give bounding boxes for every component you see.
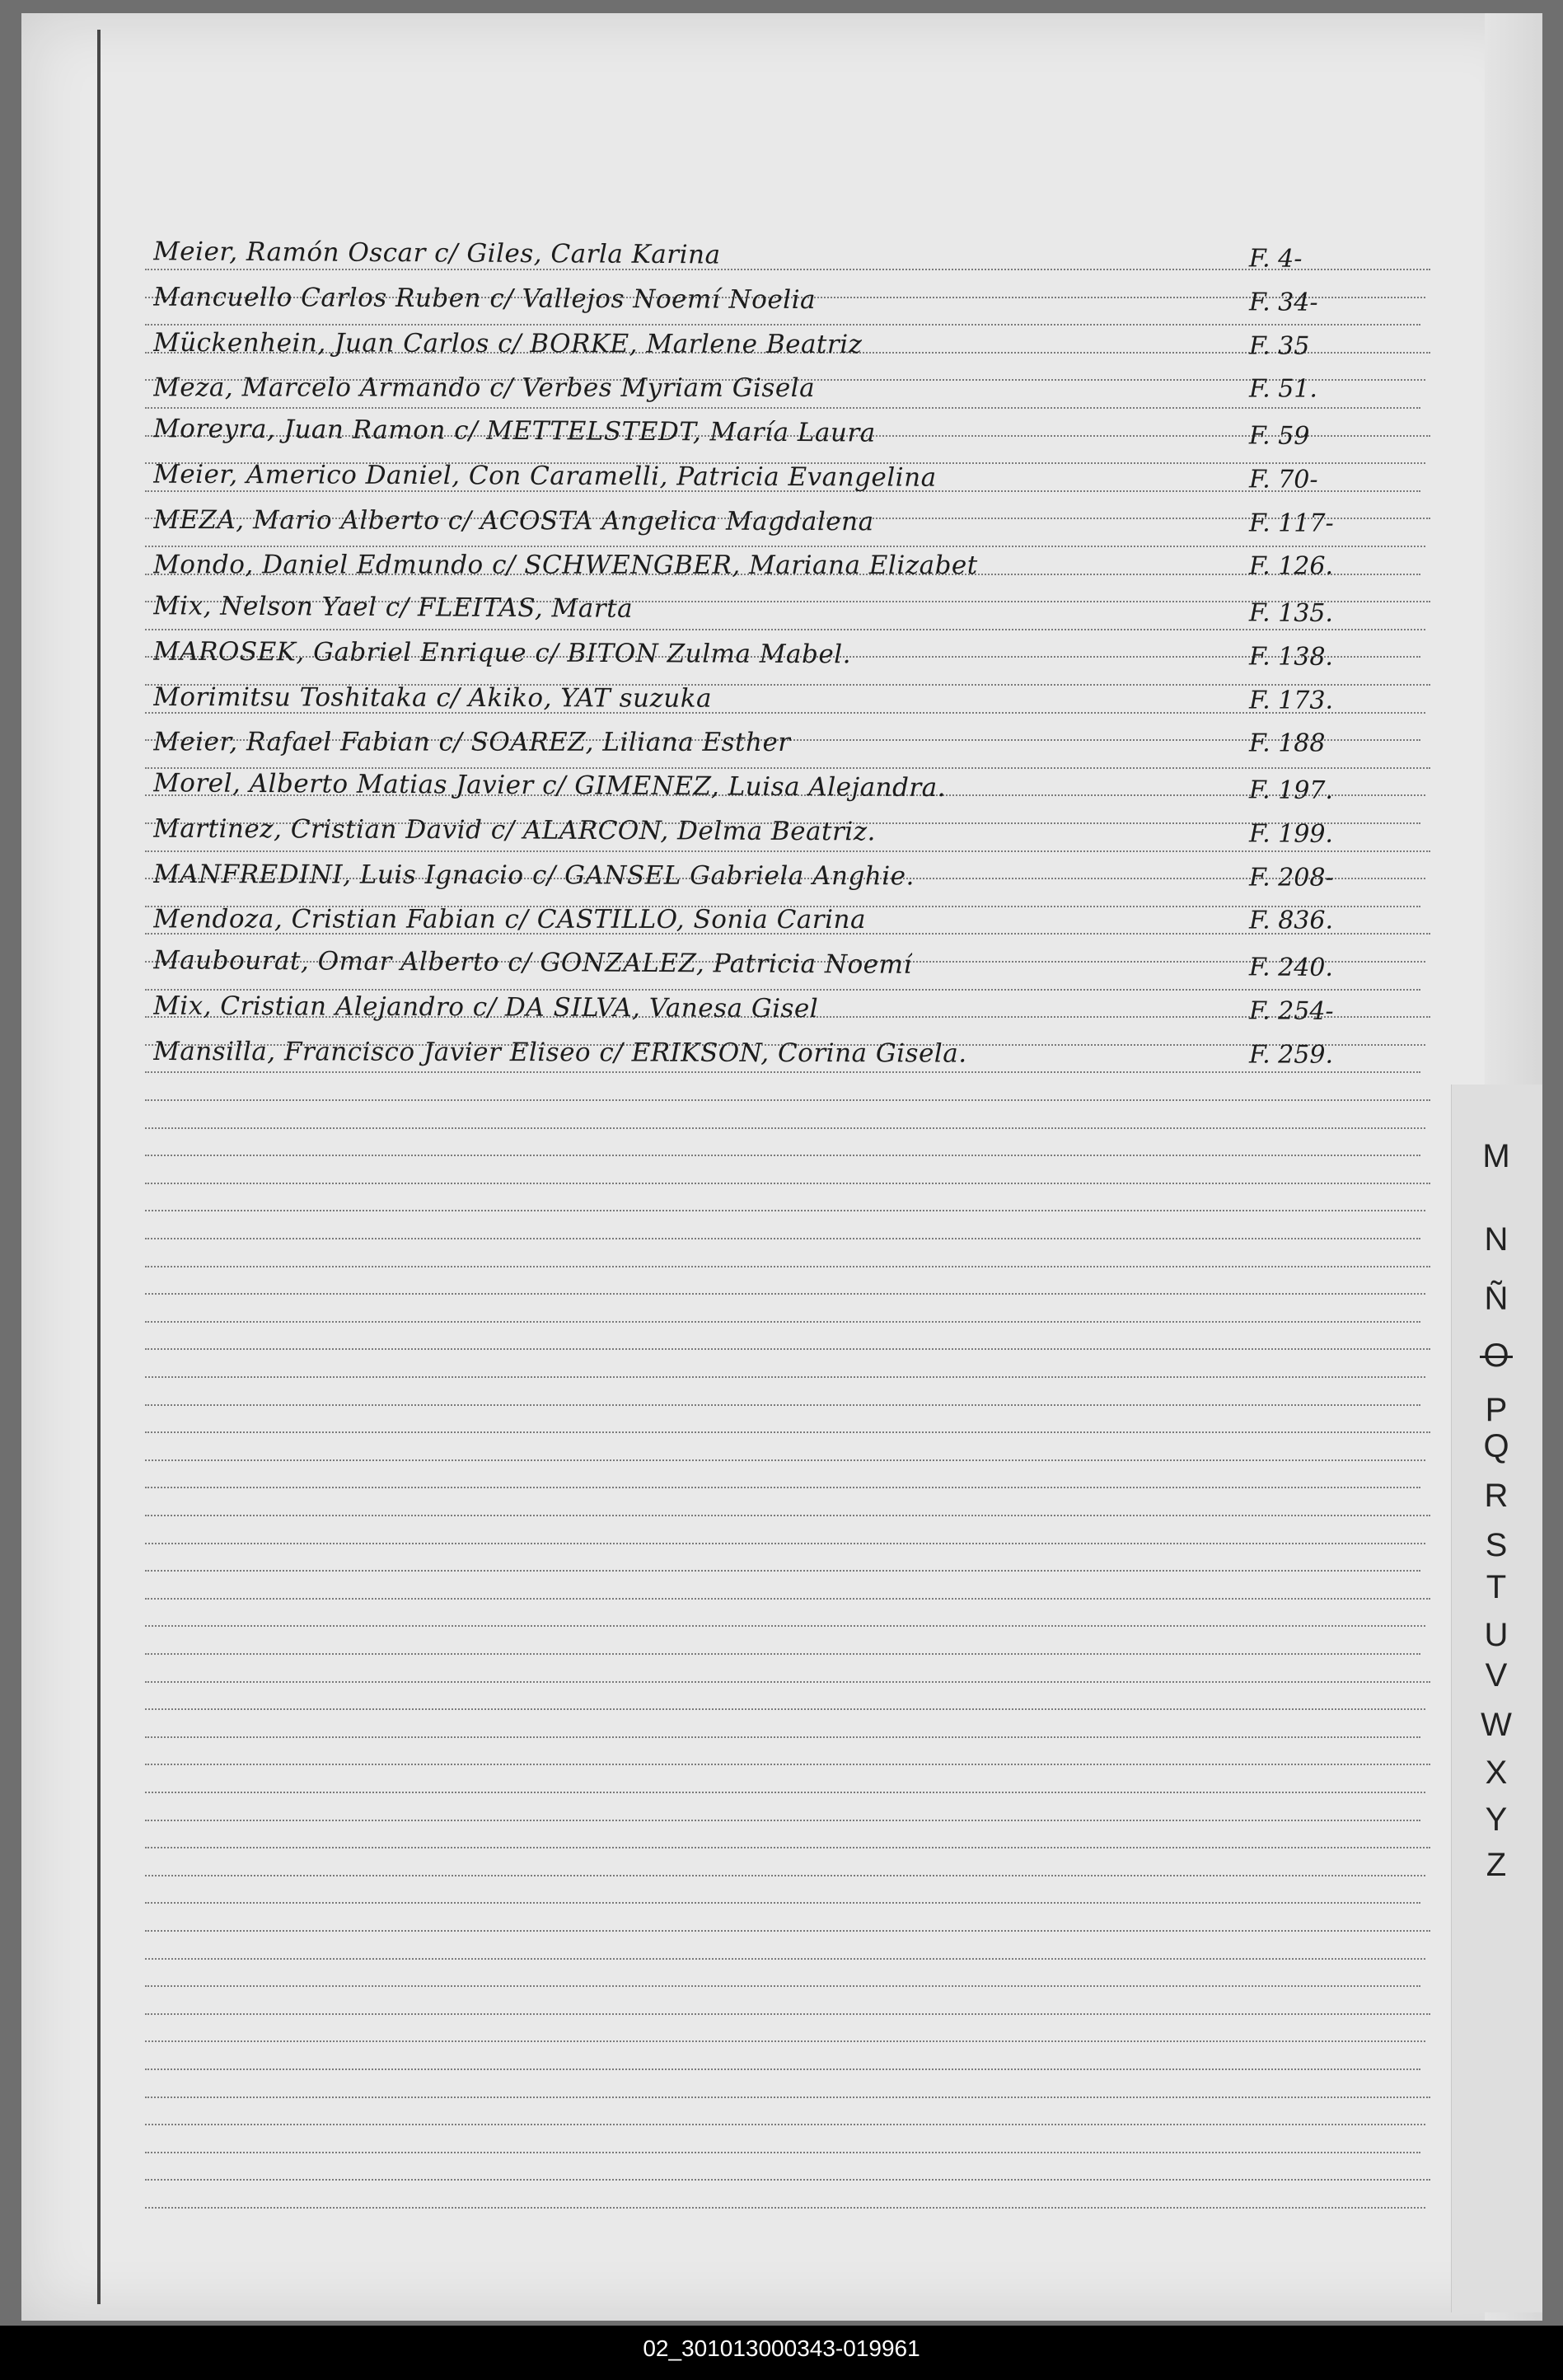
entry-name: Meier, Americo Daniel, Con Caramelli, Patricia Evangelina (152, 459, 937, 493)
ruled-line (145, 1210, 1425, 1211)
ruled-line (145, 1875, 1425, 1876)
ruled-line (145, 1487, 1420, 1488)
entry-name: Morel, Alberto Matias Javier c/ GIMENEZ, Luisa Alejandra. (152, 768, 947, 803)
list-item (153, 631, 1439, 673)
entry-folio: F. 173. (1248, 686, 1334, 715)
index-tab-s[interactable]: S (1485, 1526, 1508, 1563)
entry-folio: F. 117- (1248, 508, 1334, 538)
ruled-line (145, 1598, 1430, 1600)
ruled-line (145, 1792, 1425, 1793)
ruled-line (145, 1348, 1430, 1350)
entry-folio: F. 259. (1248, 1040, 1334, 1070)
entry-name: MANFREDINI, Luis Ignacio c/ GANSEL Gabriela Anghie. (152, 859, 915, 892)
ledger-page (21, 13, 1542, 2321)
entry-name: Mix, Cristian Alejandro c/ DA SILVA, Vanesa Gisel (152, 991, 819, 1024)
ruled-line (145, 1625, 1425, 1627)
ruled-line (145, 1155, 1420, 1156)
list-item (153, 900, 1439, 937)
ruled-line (145, 1404, 1420, 1406)
ruled-line (145, 1431, 1430, 1433)
ruled-line (145, 850, 1430, 852)
entry-folio: F. 4- (1248, 244, 1303, 274)
ruled-line (145, 1293, 1425, 1295)
ruled-line (145, 2013, 1430, 2015)
index-tab-u[interactable]: U (1484, 1616, 1509, 1653)
index-tab-o[interactable]: O (1455, 1338, 1537, 1375)
list-item (153, 677, 1439, 717)
ruled-line (145, 1653, 1420, 1655)
ruled-line (145, 1570, 1420, 1572)
list-item (153, 454, 1439, 496)
index-tab-w[interactable]: W (1481, 1707, 1512, 1743)
entry-folio: F. 138. (1248, 642, 1334, 672)
ruled-line (145, 1985, 1420, 1987)
entry-name: Mancuello Carlos Ruben c/ Vallejos Noemí Noelia (152, 282, 817, 315)
index-tab-m[interactable]: M (1482, 1138, 1510, 1174)
entry-name: Mansilla, Francisco Javier Eliseo c/ ERIKSON, Corina Gisela. (152, 1036, 967, 1069)
entry-name: Meier, Rafael Fabian c/ SOAREZ, Liliana Esther (152, 727, 791, 758)
entry-folio: F. 59 (1248, 421, 1310, 451)
ruled-line (145, 1930, 1430, 1932)
ruled-line (145, 1071, 1420, 1073)
entry-folio: F. 208- (1248, 863, 1334, 892)
index-tab-v[interactable]: V (1485, 1657, 1508, 1694)
entry-name: Martinez, Cristian David c/ ALARCON, Delma Beatriz. (152, 813, 877, 847)
list-item (153, 986, 1439, 1028)
entry-name: Mendoza, Cristian Fabian c/ CASTILLO, Sonia Carina (152, 904, 866, 935)
ruled-line (145, 1736, 1420, 1738)
entry-folio: F. 240. (1248, 953, 1334, 983)
index-tab-ñ[interactable]: Ñ (1484, 1280, 1509, 1317)
entry-folio: F. 836. (1248, 906, 1334, 935)
entry-folio: F. 51. (1248, 374, 1317, 404)
index-tab-n[interactable]: N (1484, 1221, 1509, 1258)
entry-name: Maubourat, Omar Alberto c/ GONZALEZ, Patricia Noemí (152, 945, 912, 981)
ruled-line (145, 1376, 1425, 1378)
entry-name: MEZA, Mario Alberto c/ ACOSTA Angelica Magdalena (152, 504, 874, 536)
list-item (153, 1032, 1439, 1071)
index-tab-z[interactable]: Z (1486, 1847, 1507, 1884)
ruled-line (145, 2179, 1430, 2181)
index-tab-t[interactable]: T (1486, 1569, 1507, 1606)
entry-folio: F. 135. (1248, 598, 1334, 629)
index-tab-x[interactable]: X (1485, 1754, 1508, 1791)
list-item (153, 723, 1439, 760)
index-tab-y[interactable]: Y (1485, 1801, 1508, 1838)
entry-name: Meier, Ramón Oscar c/ Giles, Carla Karina (152, 237, 721, 270)
ruled-line (145, 1958, 1425, 1960)
ruled-line (145, 1183, 1430, 1184)
entry-name: Mondo, Daniel Edmundo c/ SCHWENGBER, Mariana Elizabet (152, 550, 978, 581)
entry-folio: F. 197. (1248, 775, 1334, 806)
entry-folio: F. 254- (1248, 996, 1334, 1026)
ruled-line (145, 1127, 1425, 1129)
index-tab-r[interactable]: R (1484, 1477, 1509, 1514)
entry-name: Morimitsu Toshitaka c/ Akiko, YAT suzuka (152, 682, 713, 714)
entry-folio: F. 35 (1248, 330, 1310, 361)
entry-name: MAROSEK, Gabriel Enrique c/ BITON Zulma Mabel. (152, 636, 852, 670)
ruled-line (145, 1820, 1420, 1821)
list-item (153, 500, 1439, 540)
entry-name: Moreyra, Juan Ramon c/ METTELSTEDT, María Laura (152, 414, 876, 448)
ruled-line (145, 2124, 1425, 2125)
ruled-line (145, 1515, 1430, 1516)
entry-name: Meza, Marcelo Armando c/ Verbes Myriam Gisela (152, 372, 816, 404)
index-tab-strip (1451, 1085, 1542, 2312)
ruled-line (145, 1847, 1430, 1848)
list-item (153, 546, 1439, 583)
entry-name: Mix, Nelson Yael c/ FLEITAS, Marta (152, 591, 634, 624)
ruled-line (145, 1764, 1430, 1765)
index-tab-p[interactable]: P (1485, 1392, 1508, 1429)
entry-folio: F. 34- (1248, 288, 1318, 317)
margin-line (97, 30, 101, 2304)
list-item (153, 855, 1439, 894)
document-id: 02_301013000343-019961 (643, 2335, 920, 2361)
entry-name: Mückenhein, Juan Carlos c/ BORKE, Marlene Beatriz (152, 327, 863, 359)
list-item (153, 368, 1439, 405)
entry-folio: F. 70- (1248, 465, 1318, 494)
ruled-line (145, 1321, 1420, 1323)
entry-folio: F. 199. (1248, 819, 1334, 849)
list-item (153, 808, 1439, 850)
entry-folio: F. 126. (1248, 551, 1334, 581)
ruled-line (145, 1543, 1425, 1544)
ruled-line (145, 2040, 1425, 2042)
ruled-line (145, 1681, 1430, 1683)
list-item (153, 322, 1439, 362)
index-tab-q[interactable]: Q (1483, 1427, 1509, 1464)
ruled-line (145, 1708, 1425, 1710)
ruled-line (145, 407, 1420, 409)
entry-folio: F. 188 (1248, 729, 1326, 758)
ruled-line (145, 2068, 1420, 2070)
ruled-line (145, 1266, 1430, 1267)
ruled-line (145, 2097, 1430, 2098)
ruled-line (145, 1459, 1425, 1461)
ruled-line (145, 1902, 1420, 1904)
ruled-line (145, 1238, 1420, 1239)
list-item (153, 277, 1439, 319)
ruled-line (145, 1099, 1430, 1101)
ruled-line (145, 2152, 1420, 2153)
ruled-line (145, 2207, 1425, 2209)
